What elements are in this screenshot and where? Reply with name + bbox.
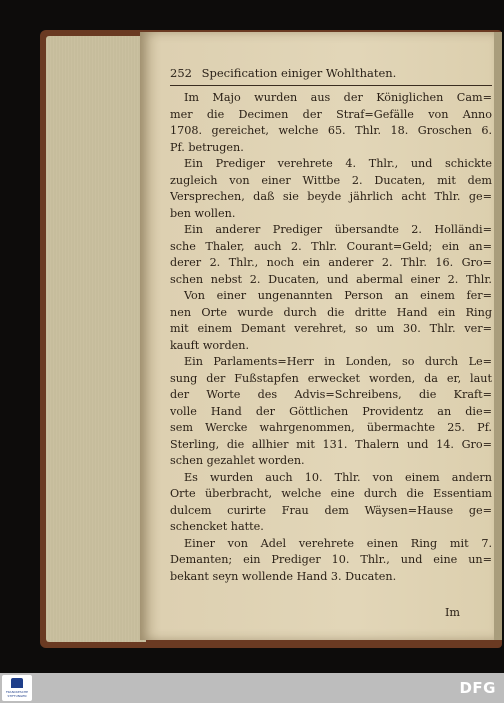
text-line: bekant seyn wollende Hand 3. Ducaten. xyxy=(170,569,397,583)
text-line: Ein Prediger verehrete 4. Thlr., und schickte xyxy=(184,157,492,170)
library-logo[interactable] xyxy=(2,675,32,701)
library-emblem-icon xyxy=(11,678,23,688)
text-line: mit einem Demant verehret, so um 30. Thlr. ver= xyxy=(170,322,492,335)
text-line: dulcem curirte Frau dem Wäysen=Hause ge= xyxy=(170,503,492,517)
text-line: schen nebst 2. Ducaten, und abermal einer 2. Thlr. xyxy=(170,272,492,286)
text-line: Versprechen, daß sie beyde jährlich acht Thlr. ge= xyxy=(170,190,492,203)
next-page-edge xyxy=(494,32,502,640)
book xyxy=(40,28,502,648)
dfg-logo[interactable]: DFG xyxy=(459,679,496,697)
text-line: Es wurden auch 10. Thlr. von einem andern xyxy=(184,470,492,484)
text-line: Pf. betrugen. xyxy=(170,140,244,154)
catchword: Im xyxy=(444,606,460,619)
text-line: Demanten; ein Prediger 10. Thlr., und eine un= xyxy=(170,553,492,566)
text-line: nen Orte wurde durch die dritte Hand ein Ring xyxy=(170,305,492,319)
library-logo-text: FRANCKESCHE STIFTUNGEN xyxy=(5,690,29,698)
text-line: kauft worden. xyxy=(170,338,250,352)
text-line: Sterling, die allhier mit 131. Thalern und 14. Gro= xyxy=(170,437,492,451)
text-line: 1708. gereichet, welche 65. Thlr. 18. Groschen 6. xyxy=(170,124,492,137)
text-line: schen gezahlet worden. xyxy=(170,454,305,467)
text-line: sche Thaler, auch 2. Thlr. Courant=Geld; ein an= xyxy=(170,239,492,253)
text-line: derer 2. Thlr., noch ein anderer 2. Thlr. 16. Gro= xyxy=(170,256,492,269)
text-line: der Worte des Advis=Schreibens, die Kraft= xyxy=(170,388,492,401)
text-line: mer die Decimen der Straf=Gefälle von Anno xyxy=(170,107,492,121)
head-rule xyxy=(170,85,492,86)
book-page xyxy=(140,32,494,640)
text-line: sem Wercke wahrgenommen, übermachte 25. Pf. xyxy=(170,421,492,434)
text-line: Einer von Adel verehrete einen Ring mit 7. xyxy=(184,536,492,550)
text-line: Ein anderer Prediger übersandte 2. Holländi= xyxy=(184,223,492,236)
text-line: ben wollen. xyxy=(170,206,236,220)
page-edges xyxy=(46,36,146,642)
text-line: schencket hatte. xyxy=(170,520,264,533)
viewer-footer xyxy=(0,673,504,703)
text-line: volle Hand der Göttlichen Providentz an die= xyxy=(170,404,492,418)
running-title: Specification einiger Wohlthaten. xyxy=(201,66,397,80)
text-line: Ein Parlaments=Herr in Londen, so durch Le= xyxy=(184,355,492,368)
running-head xyxy=(170,66,494,80)
text-line: Orte überbracht, welche eine durch die Essentiam xyxy=(170,487,492,500)
text-line: Von einer ungenannten Person an einem fer= xyxy=(184,289,492,302)
text-line: sung der Fußstapfen erwecket worden, da er, laut xyxy=(170,371,492,385)
page-number: 252 xyxy=(170,66,192,80)
page-text xyxy=(170,90,492,585)
text-line: Im Majo wurden aus der Königlichen Cam= xyxy=(184,91,492,104)
text-line: zugleich von einer Wittbe 2. Ducaten, mit dem xyxy=(170,173,492,187)
